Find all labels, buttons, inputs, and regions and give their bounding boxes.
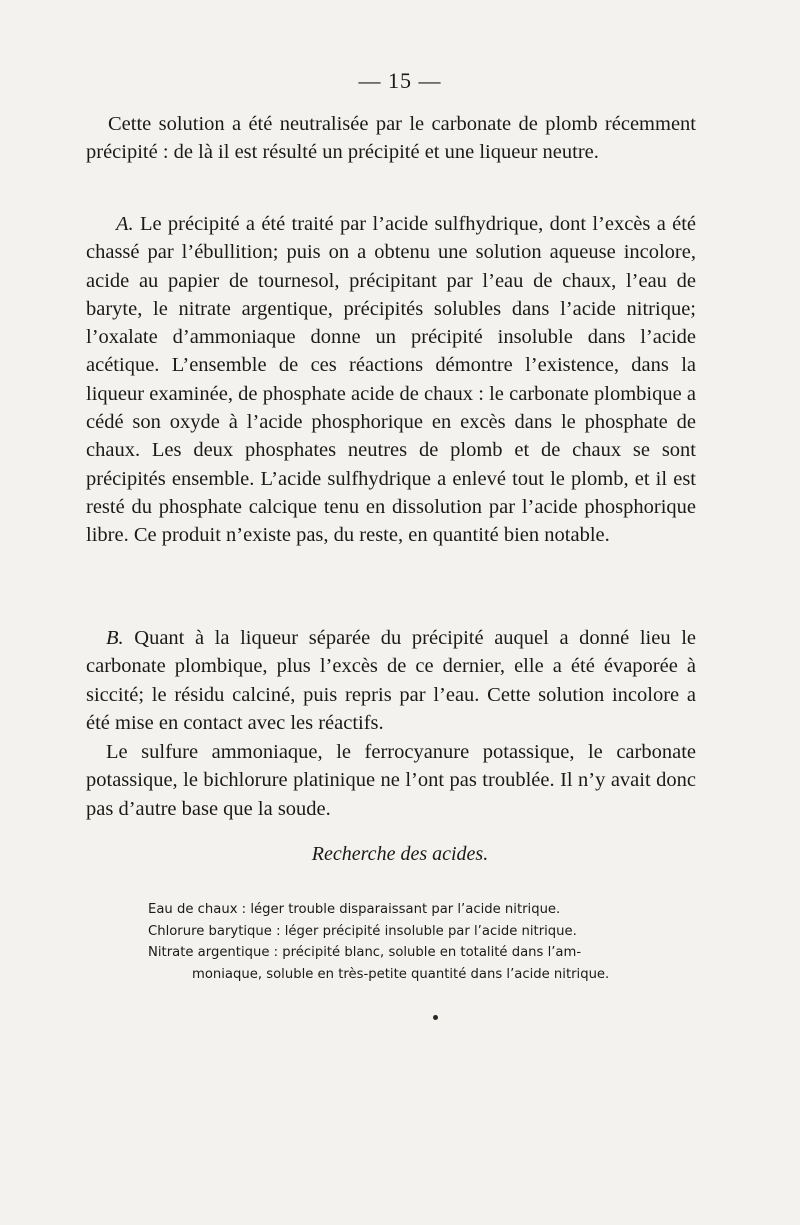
conclusion-paragraph: Le sulfure ammoniaque, le ferrocyanure potassique, le carbonate potassique, le bichlorure platinique ne l’ont pas troublée. Il n’y avait donc pas d’autre base que la soude. [86,741,696,820]
test-list [148,899,648,985]
section-heading: Recherche des acides. [311,843,489,865]
section-b-paragraph [86,624,696,737]
test-item: Nitrate argentique : précipité blanc, soluble en totalité dans l’am- [148,945,582,960]
ornament-dot [433,1015,438,1020]
page-number: — 15 — [358,68,442,93]
section-a-text: Le précipité a été traité par l’acide sulfhydrique, dont l’excès a été chassé par l’ébullition; puis on a obtenu une solution aqueuse incolore, acide au papier de tournesol, précipitant par l’eau de chaux, l’eau de baryte, le nitrate argentique, précipités solubles dans l’acide nitrique; l’oxalate d’ammoniaque donne un précipité insoluble dans l’acide acétique. L’ensemble de ces réactions démontre l’existence, dans la liqueur examinée, de phosphate acide de chaux : le carbonate plombique a cédé son oxyde à l’acide phosphorique en excès dans le phosphate de chaux. Les deux phosphates neutres de plomb et de chaux se sont précipités ensemble. L’acide sulfhydrique a enlevé tout le plomb, et il est resté du phosphate calcique tenu en dissolution par l’acide phosphorique libre. Ce produit n’existe pas, du reste, en quantité bien notable. [86,213,696,547]
test-item-continuation: moniaque, soluble en très-petite quantité dans l’acide nitrique. [192,966,610,982]
section-a-paragraph [86,210,696,550]
section-b-text: Quant à la liqueur séparée du précipité auquel a donné lieu le carbonate plombique, plus l’excès de ce dernier, elle a été évaporée à siccité; le résidu calciné, puis repris par l’eau. Cette solution incolore a été mise en contact avec les réactifs. [86,627,696,734]
section-b-label: B. [106,627,124,649]
test-item: Eau de chaux : léger trouble disparaissant par l’acide nitrique. [148,902,561,917]
test-item: Chlorure barytique : léger précipité insoluble par l’acide nitrique. [148,923,577,939]
section-a-label: A. [116,213,134,235]
intro-paragraph: Cette solution a été neutralisée par le carbonate de plomb récemment précipité : de là il est résulté un précipité et une liqueur neutre. [86,113,696,164]
